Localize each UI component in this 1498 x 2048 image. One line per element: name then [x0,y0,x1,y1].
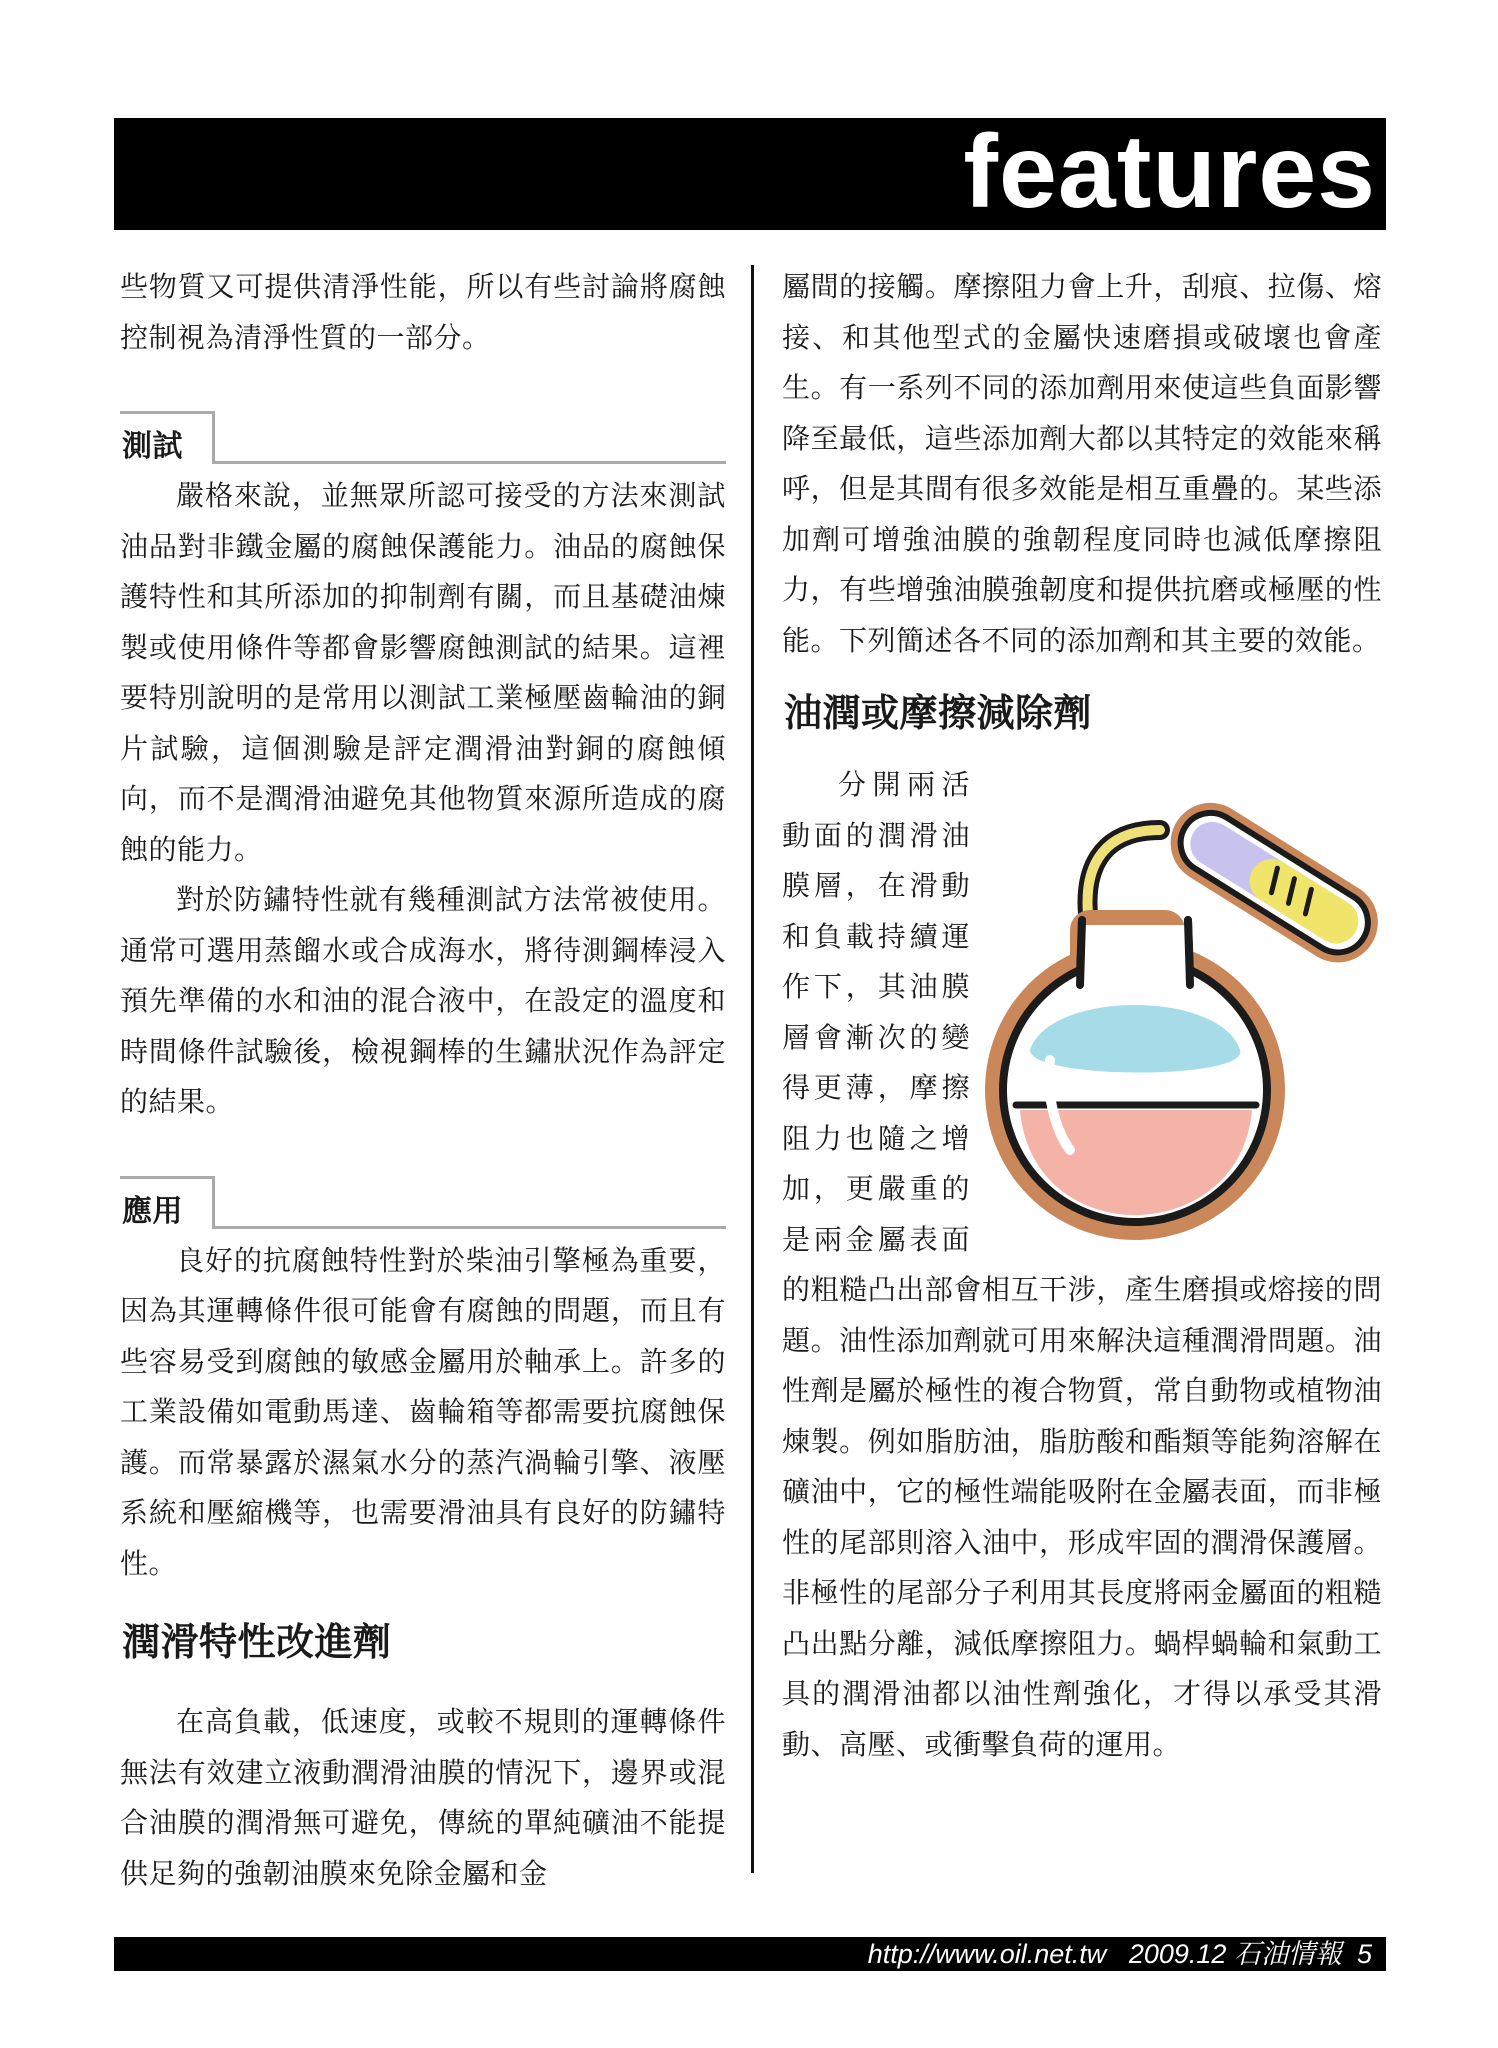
intro-paragraph: 些物質又可提供清淨性能，所以有些討論將腐蝕控制視為清淨性質的一部分。 [120,270,726,354]
section-tab-application [120,1176,726,1232]
section-title-test: 測試 [122,429,183,464]
section-title-application: 應用 [122,1193,183,1229]
column-divider [751,265,754,1873]
footer-text [868,1937,1372,1972]
test-paragraph-1: 嚴格來說，並無眾所認可接受的方法來測試油品對非鐵金屬的腐蝕保護能力。油品的腐蝕保護特性和其所添加的抑制劑有關，而且基礎油煉製或使用條件等都會影響腐蝕測試的結果。這裡要特別說明的是常用以測試工業極壓齒輪油的銅片試驗，這個測驗是評定潤滑油對銅的腐蝕傾向，而不是潤滑油避免其他物質來源所造成的腐蝕的能力。 [120,479,726,866]
section-title-improver: 潤滑特性改進劑 [122,1620,392,1664]
section-tab-test [120,411,726,467]
left-column [120,262,726,1899]
footer-bar [114,1937,1386,1971]
application-paragraph: 良好的抗腐蝕特性對於柴油引擎極為重要，因為其運轉條件很可能會有腐蝕的問題，而且有些容易受到腐蝕的敏感金屬用於軸承上。許多的工業設備如電動馬達、齒輪箱等都需要抗腐蝕保護。而常暴露於濕氣水分的蒸汽渦輪引擎、液壓系統和壓縮機等，也需要滑油具有良好的防鏽特性。 [120,1243,726,1580]
footer-page-number: 5 [1356,1939,1372,1969]
footer-issue: 2009.12 [1128,1939,1227,1969]
oiliness-paragraph: 分開兩活動面的潤滑油膜層，在滑動和負載持續運作下，其油膜層會漸次的變得更薄，摩擦阻力也隨之增加，更嚴重的是兩金屬表面的粗糙凸出部會相互干涉，產生磨損或熔接的問題。油性添加劑就可用來解決這種潤滑問題。油性劑是屬於極性的複合物質，常自動物或植物油煉製。例如脂肪油，脂肪酸和酯類等能夠溶解在礦油中，它的極性端能吸附在金屬表面，而非極性的尾部則溶入油中，形成牢固的潤滑保護層。非極性的尾部分子利用其長度將兩金屬面的粗糙凸出點分離，減低摩擦阻力。蝸桿蝸輪和氣動工具的潤滑油都以油性劑強化，才得以承受其滑動、高壓、或衝擊負荷的運用。 [782,768,1382,1761]
continued-paragraph: 屬間的接觸。摩擦阻力會上升，刮痕、拉傷、熔接、和其他型式的金屬快速磨損或破壞也會產生。有一系列不同的添加劑用來使這些負面影響降至最低，這些添加劑大都以其特定的效能來稱呼，但是其間有很多效能是相互重疊的。某些添加劑可增強油膜的強韌程度同時也減低摩擦阻力，有些增強油膜強韌度和提供抗磨或極壓的性能。下列簡述各不同的添加劑和其主要的效能。 [782,270,1382,657]
header-title: features [963,114,1376,230]
flask-pouring-icon [970,760,1400,1250]
footer-url[interactable]: http://www.oil.net.tw [867,1939,1107,1969]
test-paragraph-2: 對於防鏽特性就有幾種測試方法常被使用。通常可選用蒸餾水或合成海水，將待測鋼棒浸入預先準備的水和油的混合液中，在設定的溫度和時間條件試驗後，檢視鋼棒的生鏽狀況作為評定的結果。 [120,883,726,1118]
footer-publication: 石油情報 [1233,1939,1342,1970]
section-title-oiliness: 油潤或摩擦減除劑 [784,691,1093,735]
improver-paragraph: 在高負載，低速度，或較不規則的運轉條件無法有效建立液動潤滑油膜的情況下，邊界或混合油膜的潤滑無可避免，傳統的單純礦油不能提供足夠的強韌油膜來免除金屬和金 [120,1705,726,1890]
header-bar [114,114,1386,230]
right-column [782,262,1382,1770]
